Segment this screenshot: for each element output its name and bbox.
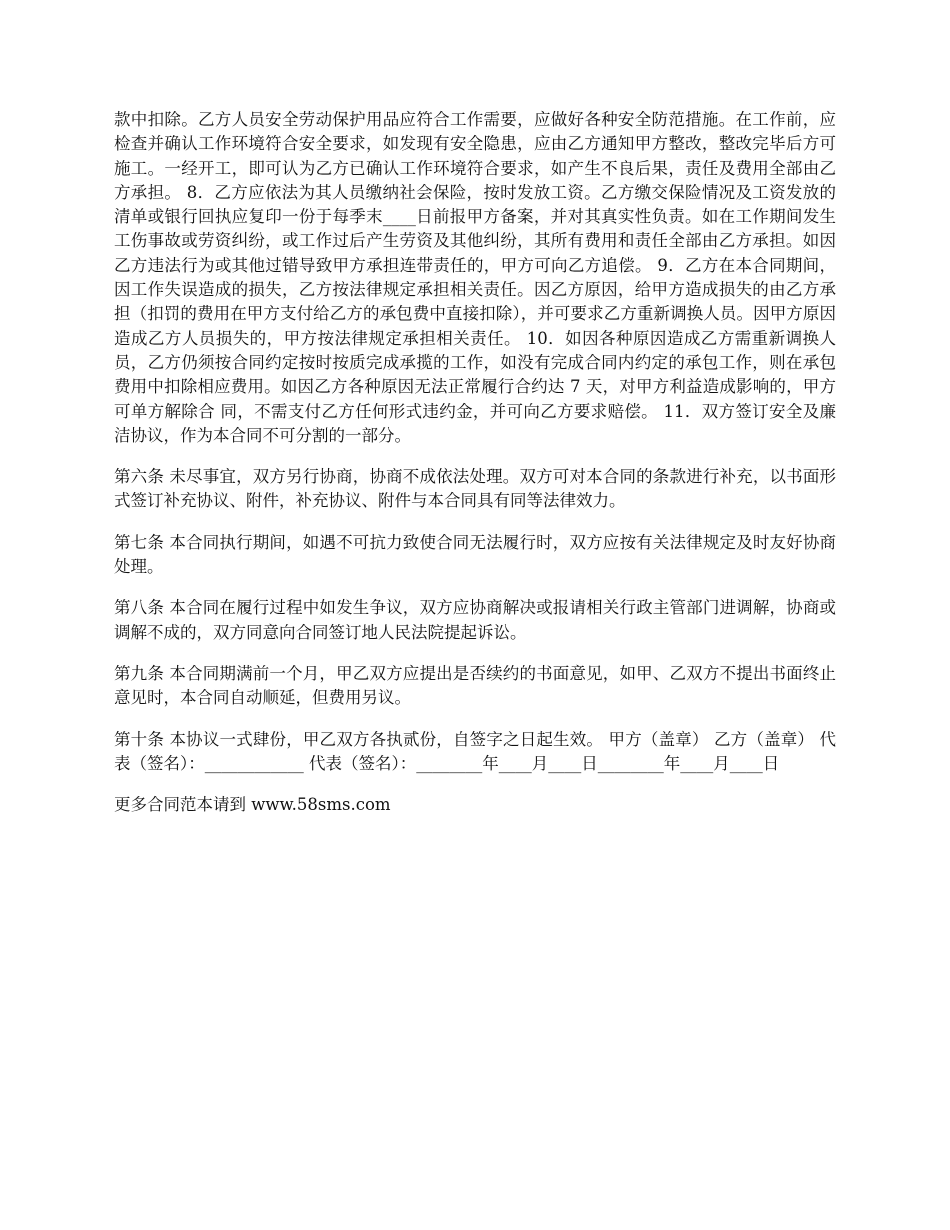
clause-continuation-paragraph: 款中扣除。乙方人员安全劳动保护用品应符合工作需要，应做好各种安全防范措施。在工作前，应检查并确认工作环境符合安全要求，如发现有安全隐患，应由乙方通知甲方整改，整改完毕后方可施工。一经开工，即可认为乙方已确认工作环境符合要求，如产生不良后果，责任及费用全部由乙方承担。 8．乙方应依法为其人员缴纳社会保险，按时发放工资。乙方缴交保险情况及工资发放的清单或银行回执应复印一份于每季末____日前报甲方备案，并对其真实性负责。如在工作期间发生工伤事故或劳资纠纷，或工作过后产生劳资及其他纠纷，其所有费用和责任全部由乙方承担。如因乙方违法行为或其他过错导致甲方承担连带责任的，甲方可向乙方追偿。 9．乙方在本合同期间，因工作失误造成的损失，乙方按法律规定承担相关责任。因乙方原因，给甲方造成损失的由乙方承担（扣罚的费用在甲方支付给乙方的承包费中直接扣除），并可要求乙方重新调换人员。因甲方原因造成乙方人员损失的，甲方按法律规定承担相关责任。 10．如因各种原因造成乙方需重新调换人员，乙方仍须按合同约定按时按质完成承揽的工作，如没有完成合同内约定的承包工作，则在承包费用中扣除相应费用。如因乙方各种原因无法正常履行合约达 7 天，对甲方利益造成影响的，甲方可单方解除合 同，不需支付乙方任何形式违约金，并可向乙方要求赔偿。 11．双方签订安全及廉洁协议，作为本合同不可分割的一部分。 [114, 110, 836, 445]
article-9-paragraph: 第九条 本合同期满前一个月，甲乙双方应提出是否续约的书面意见，如甲、乙双方不提出书面终止意见时，本合同自动顺延，但费用另议。 [114, 663, 836, 708]
article-7-paragraph: 第七条 本合同执行期间，如遇不可抗力致使合同无法履行时，双方应按有关法律规定及时友好协商处理。 [114, 532, 836, 577]
article-6-paragraph: 第六条 未尽事宜，双方另行协商，协商不成依法处理。双方可对本合同的条款进行补充，以书面形式签订补充协议、附件，补充协议、附件与本合同具有同等法律效力。 [114, 467, 836, 511]
contract-body [114, 108, 836, 834]
more-templates-link-text: 更多合同范本请到 www.58sms.com [114, 795, 391, 815]
article-8-paragraph: 第八条 本合同在履行过程中如发生争议，双方应协商解决或报请相关行政主管部门进调解，协商或调解不成的，双方同意向合同签订地人民法院提起诉讼。 [114, 598, 836, 642]
article-10-signature-paragraph: 第十条 本协议一式肆份，甲乙双方各执贰份，自签字之日起生效。 甲方（盖章） 乙方（盖章） 代表（签名）：____________ 代表（签名）：________年____月____日________年____月____日 [114, 729, 836, 773]
